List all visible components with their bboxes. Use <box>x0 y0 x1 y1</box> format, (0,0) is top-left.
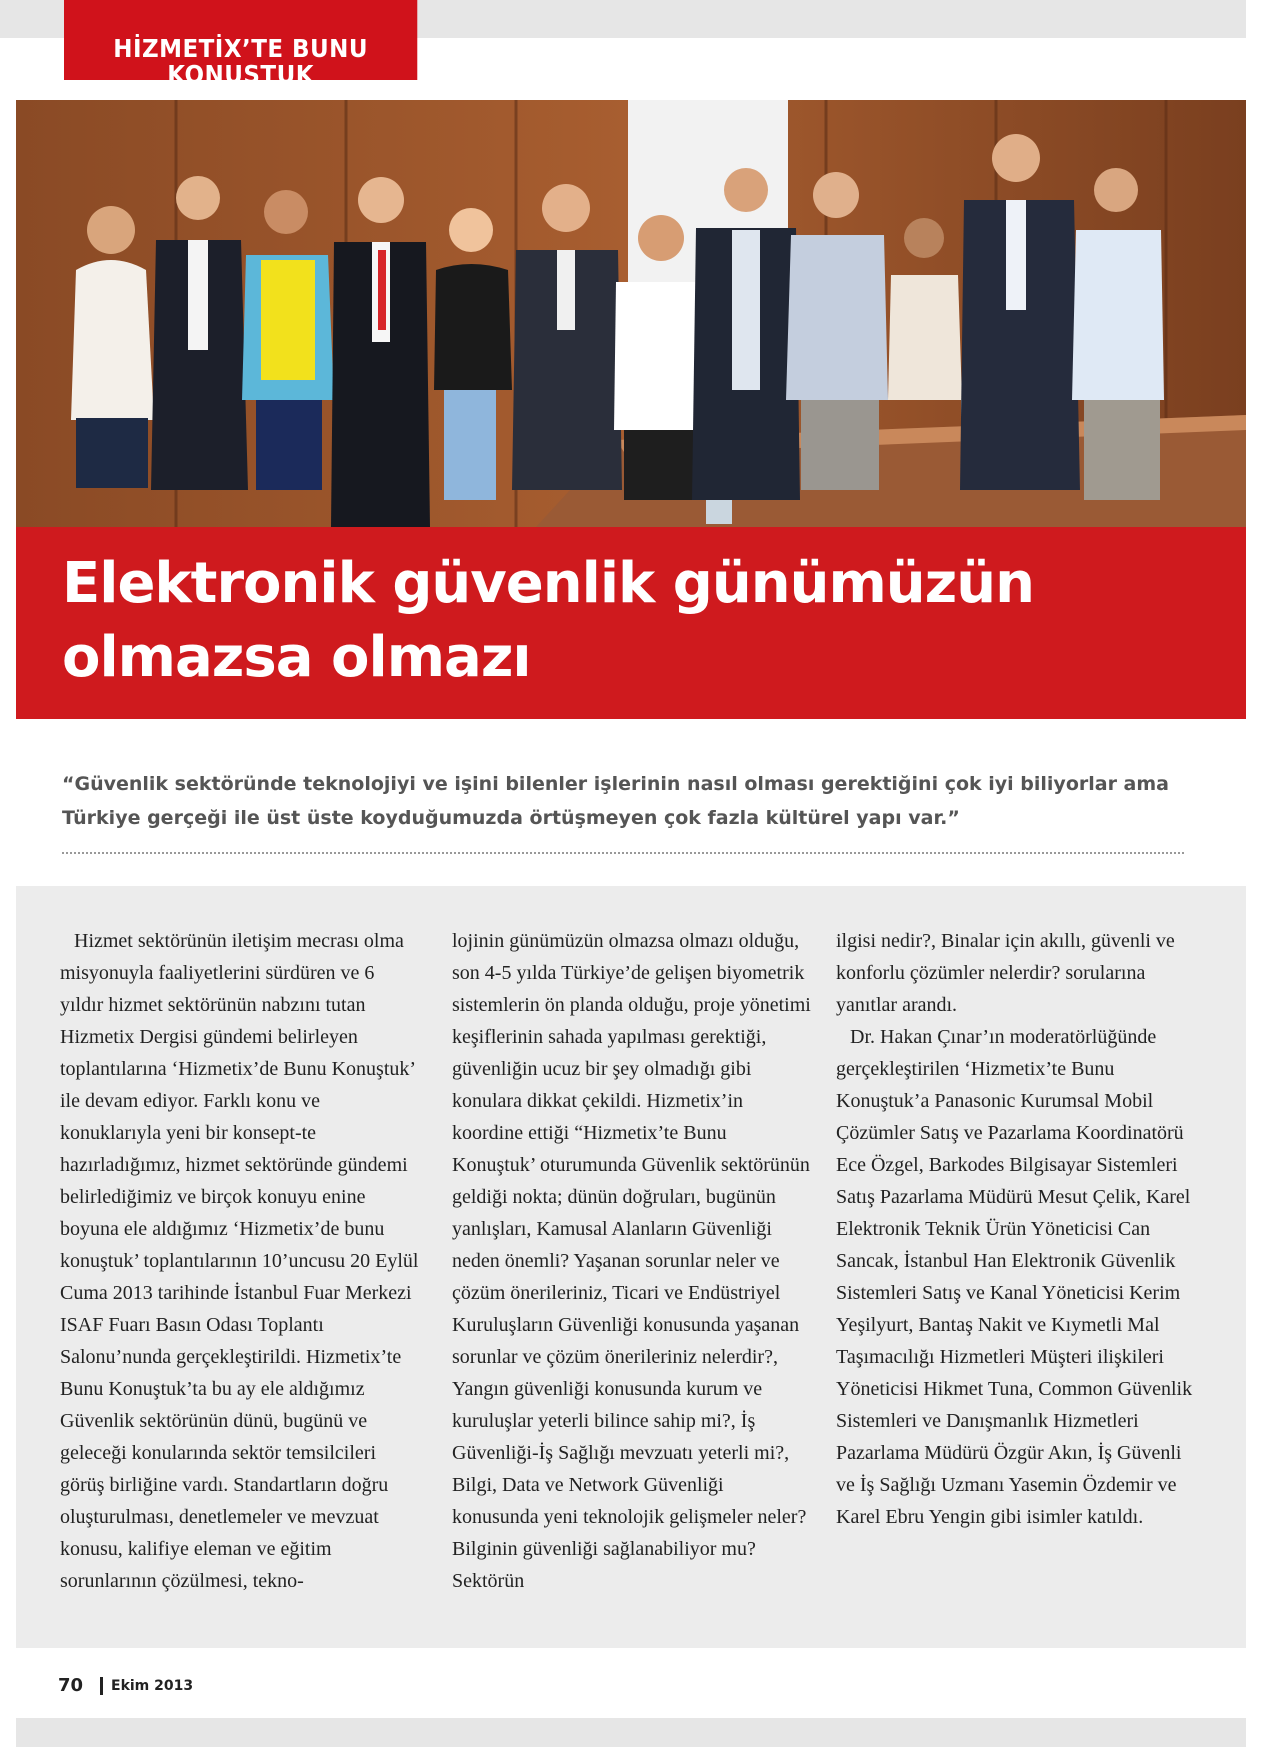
issue-date: Ekim 2013 <box>111 1678 194 1694</box>
dotted-divider <box>62 852 1184 854</box>
article-column-3 <box>836 925 1196 1533</box>
column-1-paragraph: Hizmet sektörünün iletişim mecrası olma misyonuyla faaliyetlerini sürdüren ve 6 yıldır hizmet sektörünün nabzını tutan Hizmetix Dergisi gündemi belirleyen toplantılarına ‘Hizmetix’de Bunu Konuştuk’ ile devam ediyor. Farklı konu ve konuklarıyla yeni bir konsept-te hazırladığımız, hizmet sektöründe gündemi belirlediğimiz ve birçok konuyu enine boyuna ele aldığımız ‘Hizmetix’de bunu konuştuk’ toplantılarının 10’uncusu 20 Eylül Cuma 2013 tarihinde İstanbul Fuar Merkezi ISAF Fuarı Basın Odası Toplantı Salonu’nunda gerçekleştirildi. Hizmetix’te Bunu Konuştuk’ta bu ay ele aldığımız Güvenlik sektörünün dünü, bugünü ve geleceği konularında sektör temsilcileri görüş birliğine vardı. Standartların doğru oluşturulması, denetlemeler ve mevzuat konusu, kalifiye eleman ve eğitim sorunlarının çözülmesi, tekno- <box>60 930 419 1592</box>
group-photo-illustration <box>16 100 1246 527</box>
bottom-gray-strip <box>16 1718 1246 1747</box>
headline-line-2: olmazsa olmazı <box>62 625 531 690</box>
pull-quote: “Güvenlik sektöründe teknolojiyi ve işini bilenler işlerinin nasıl olması gerektiğini çok iyi biliyorlar ama Türkiye gerçeği ile üst üste koyduğumuzda örtüşmeyen çok fazla kültürel yapı var.” <box>62 773 1170 829</box>
headline-line-1: Elektronik güvenlik günümüzün <box>62 551 1034 616</box>
headline-banner <box>16 527 1246 719</box>
column-2-paragraph: lojinin günümüzün olmazsa olmazı olduğu, son 4-5 yılda Türkiye’de gelişen biyometrik sistemlerin ön planda olduğu, proje yönetimi keşiflerinin sahada yapılması gerektiği, güvenliğin ucuz bir şey olmadığı gibi konulara dikkat çekildi. Hizmetix’in koordine ettiği “Hizmetix’te Bunu Konuştuk’ oturumunda Güvenlik sektörünün geldiği nokta; dünün doğruları, bugünün yanlışları, Kamusal Alanların Güvenliği neden önemli? Yaşanan sorunlar neler ve çözüm önerileriniz, Ticari ve Endüstriyel Kuruluşların Güvenliği konusunda yaşanan sorunlar ve çözüm önerileriniz nelerdir?, Yangın güvenliği konusunda kurum ve kuruluşlar yeterli bilince sahip mi?, İş Güvenliği-İş Sağlığı mevzuatı yeterli mi?, Bilgi, Data ve Network Güvenliği konusunda yeni teknolojik gelişmeler neler? Bilginin güvenliği sağlanabiliyor mu? Sektörün <box>452 930 811 1592</box>
group-photo <box>16 100 1246 527</box>
section-tag: HİZMETİX’TE BUNU KONUŞTUK <box>64 0 417 80</box>
article-column-1 <box>60 925 420 1597</box>
article-column-2 <box>452 925 812 1597</box>
column-3-paragraph-2: Dr. Hakan Çınar’ın moderatörlüğünde gerçekleştirilen ‘Hizmetix’te Bunu Konuştuk’a Panasonic Kurumsal Mobil Çözümler Satış ve Pazarlama Koordinatörü Ece Özgel, Barkodes Bilgisayar Sistemleri Satış Pazarlama Müdürü Mesut Çelik, Karel Elektronik Teknik Ürün Yöneticisi Can Sancak, İstanbul Han Elektronik Güvenlik Sistemleri Satış ve Kanal Yöneticisi Kerim Yeşilyurt, Bantaş Nakit ve Kıymetli Mal Taşımacılığı Hizmetleri Müşteri ilişkileri Yöneticisi Hikmet Tuna, Common Güvenlik Sistemleri ve Danışmanlık Hizmetleri Pazarlama Müdürü Özgür Akın, İş Güvenli ve İş Sağlığı Uzmanı Yasemin Özdemir ve Karel Ebru Yengin gibi isimler katıldı. <box>836 1026 1193 1528</box>
page-number: 70 <box>58 1675 84 1696</box>
column-3-paragraph-1: ilgisi nedir?, Binalar için akıllı, güvenli ve konforlu çözümler nelerdir? sorularına yanıtlar arandı. <box>836 930 1175 1016</box>
footer-separator <box>100 1677 103 1695</box>
